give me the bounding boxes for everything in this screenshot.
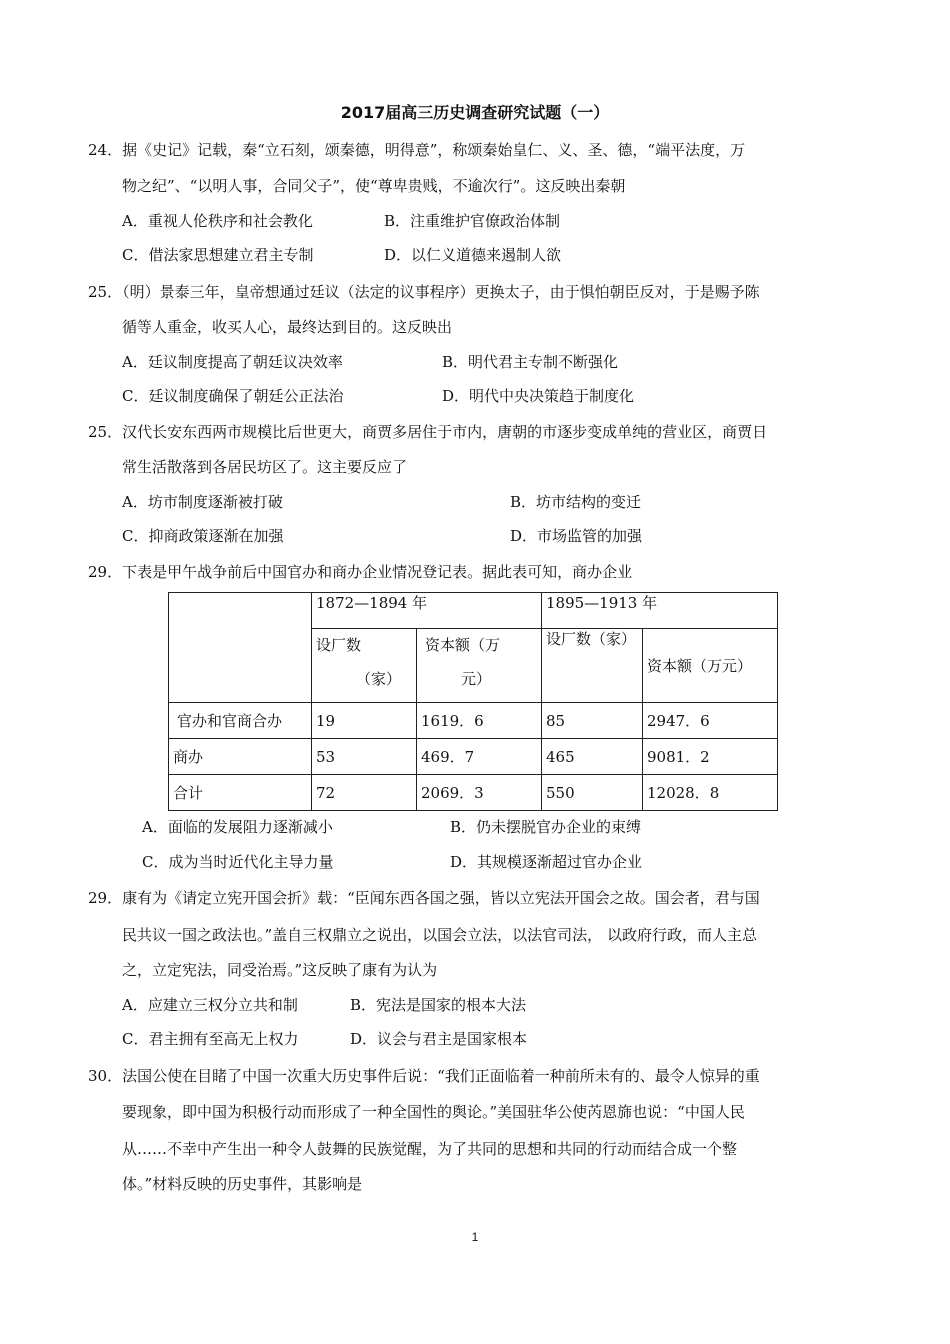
table-cell: 53 [312, 739, 417, 775]
question-25-line-2: 循等人重金，收买人心，最终达到目的。这反映出 [122, 318, 453, 336]
option-a: A．面临的发展阻力逐渐减小 [142, 818, 333, 836]
row-label: 合计 [169, 775, 312, 811]
table-cell: 550 [542, 775, 643, 811]
option-b: B．仍未摆脱官办企业的束缚 [450, 818, 642, 836]
option-c: C．君主拥有至高无上权力 [122, 1030, 299, 1048]
table-cell: 2069．3 [417, 775, 542, 811]
row-label: 官办和官商合办 [169, 703, 312, 739]
question-30-line-3: 从……不幸中产生出一种令人鼓舞的民族觉醒，为了共同的思想和共同的行动而结合成一个整 [122, 1140, 738, 1158]
period-header: 1872—1894 年 [312, 593, 542, 629]
option-d: D．市场监管的加强 [510, 527, 643, 545]
question-29b-line-2: 民共议一国之政法也。”盖自三权鼎立之说出，以国会立法，以法官司法， 以政府行政，而人主总 [122, 926, 757, 944]
column-header: 资本额（万元） [643, 629, 778, 703]
column-header-line: 设厂数 [316, 636, 362, 654]
enterprise-table [168, 592, 778, 811]
table-cell: 19 [312, 703, 417, 739]
option-b: B．注重维护官僚政治体制 [384, 212, 561, 230]
table-cell: 1619．6 [417, 703, 542, 739]
option-c: C．借法家思想建立君主专制 [122, 246, 314, 264]
column-header [417, 629, 542, 703]
option-b: B．宪法是国家的根本大法 [350, 996, 527, 1014]
option-a: A．坊市制度逐渐被打破 [122, 493, 283, 511]
page-title: 2017届高三历史调查研究试题（一） [340, 103, 610, 122]
option-d: D．以仁义道德来遏制人欲 [384, 246, 562, 264]
table-cell: 9081．2 [643, 739, 778, 775]
option-d: D．议会与君主是国家根本 [350, 1030, 528, 1048]
table-row [169, 703, 778, 739]
question-25b-line-1: 25．汉代长安东西两市规模比后世更大，商贾多居住于市内，唐朝的市逐步变成单纯的营业区，商贾日 [88, 423, 768, 441]
option-d: D．明代中央决策趋于制度化 [442, 387, 635, 405]
table-row [169, 775, 778, 811]
question-29b-line-3: 之，立定宪法，同受治焉。”这反映了康有为认为 [122, 961, 438, 979]
option-c: C．成为当时近代化主导力量 [142, 853, 334, 871]
question-29-line-1: 29．下表是甲午战争前后中国官办和商办企业情况登记表。据此表可知，商办企业 [88, 563, 633, 581]
question-25-line-1: 25．（明）景泰三年，皇帝想通过廷议（法定的议事程序）更换太子，由于惧怕朝臣反对，于是赐予陈 [88, 283, 760, 301]
question-24-line-1: 24．据《史记》记载，秦“立石刻，颂秦德，明得意”，称颂秦始皇仁、义、圣、德，“端平法度，万 [88, 141, 746, 159]
column-header-line: 资本额（万 [425, 636, 501, 654]
table-cell: 85 [542, 703, 643, 739]
column-header-line: （家） [356, 670, 402, 688]
column-header: 设厂数（家） [542, 629, 643, 703]
table-cell: 72 [312, 775, 417, 811]
table-cell: 2947．6 [643, 703, 778, 739]
table-corner-cell [169, 593, 312, 703]
question-30-line-1: 30．法国公使在目睹了中国一次重大历史事件后说：“我们正面临着一种前所未有的、最令人惊异的重 [88, 1067, 760, 1085]
column-header [312, 629, 417, 703]
table-cell: 469．7 [417, 739, 542, 775]
table-row [169, 739, 778, 775]
option-a: A．应建立三权分立共和制 [122, 996, 298, 1014]
table-cell: 12028．8 [643, 775, 778, 811]
option-a: A．重视人伦秩序和社会教化 [122, 212, 313, 230]
option-b: B．明代君主专制不断强化 [442, 353, 619, 371]
option-d: D．其规模逐渐超过官办企业 [450, 853, 643, 871]
period-header: 1895—1913 年 [542, 593, 778, 629]
option-b: B．坊市结构的变迁 [510, 493, 642, 511]
question-29b-line-1: 29．康有为《请定立宪开国会折》载：“臣闻东西各国之强，皆以立宪法开国会之故。国会者，君与国 [88, 889, 760, 907]
question-24-line-2: 物之纪”、“以明人事，合同父子”，使“尊卑贵贱，不逾次行”。这反映出秦朝 [122, 177, 626, 195]
table-cell: 465 [542, 739, 643, 775]
option-a: A．廷议制度提高了朝廷议决效率 [122, 353, 343, 371]
question-30-line-4: 体。”材料反映的历史事件，其影响是 [122, 1175, 363, 1193]
question-25b-line-2: 常生活散落到各居民坊区了。这主要反应了 [122, 458, 408, 476]
option-c: C．抑商政策逐渐在加强 [122, 527, 284, 545]
option-c: C．廷议制度确保了朝廷公正法治 [122, 387, 344, 405]
column-header-line: 元） [461, 670, 492, 688]
row-label: 商办 [169, 739, 312, 775]
question-30-line-2: 要现象，即中国为积极行动而形成了一种全国性的舆论。”美国驻华公使芮恩旆也说：“中国人民 [122, 1103, 745, 1121]
page-number: 1 [471, 1230, 479, 1244]
